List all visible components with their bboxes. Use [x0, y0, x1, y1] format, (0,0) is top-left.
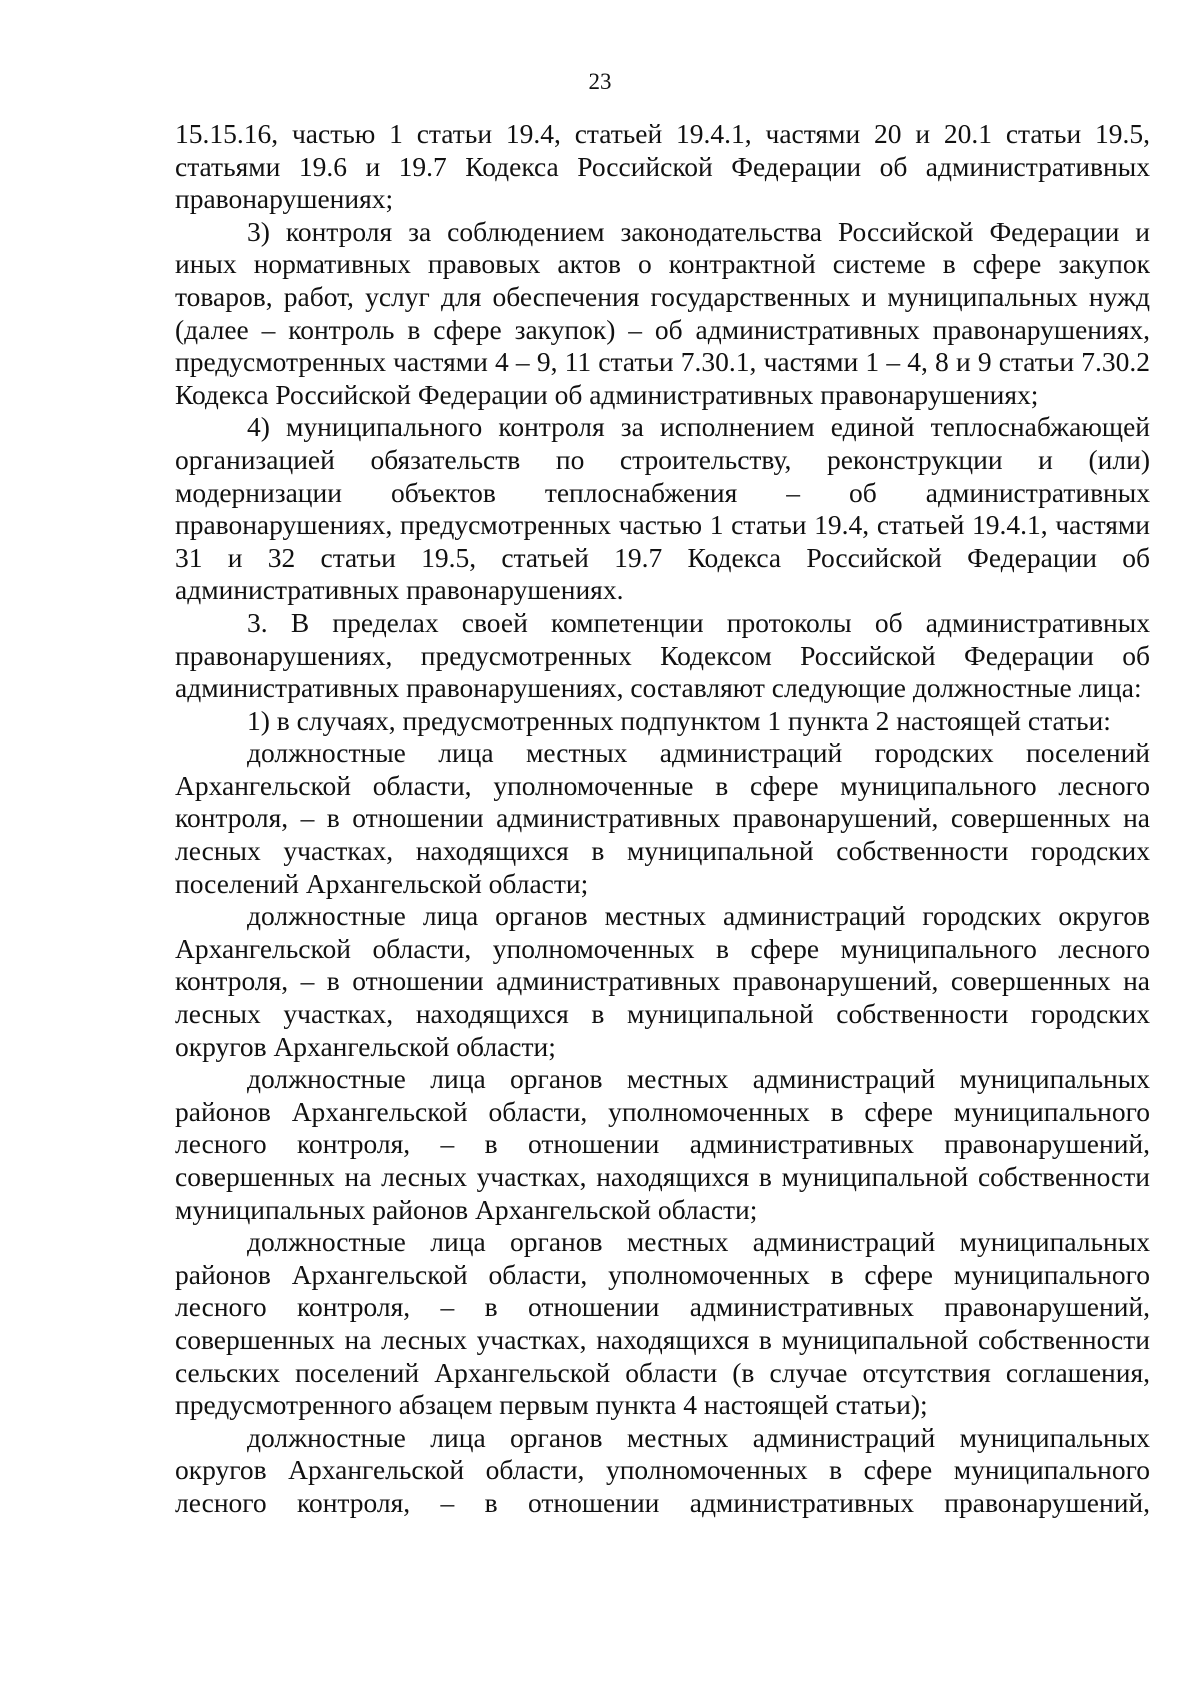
page-number: 23	[588, 69, 612, 94]
paragraph-officials-municipal-districts: должностные лица органов местных администраций муниципальных районов Архангельской области, уполномоченных в сфере муниципального лесного контроля, – в отношении административных правонарушений, совершенных на лесных участках, находящихся в муниципальной собственности муниципальных районов Архангельской области;	[175, 1063, 1150, 1225]
paragraph-section-3: 3. В пределах своей компетенции протоколы об административных правонарушениях, предусмотренных Кодексом Российской Федерации об административных правонарушениях, составляют следующие должностные лица:	[175, 606, 1150, 704]
paragraph-officials-urban-settlements: должностные лица местных администраций городских поселений Архангельской области, уполномоченные в сфере муниципального лесного контроля, – в отношении административных правонарушений, совершенных на лесных участках, находящихся в муниципальной собственности городских поселений Архангельской области;	[175, 737, 1150, 899]
paragraph-continuation: 15.15.16, частью 1 статьи 19.4, статьей 19.4.1, частями 20 и 20.1 статьи 19.5, статьями 19.6 и 19.7 Кодекса Российской Федерации об административных правонарушениях;	[175, 118, 1150, 215]
paragraph-officials-urban-districts: должностные лица органов местных администраций городских округов Архангельской области, уполномоченных в сфере муниципального лесного контроля, – в отношении административных правонарушений, совершенных на лесных участках, находящихся в муниципальной собственности городских округов Архангельской области;	[175, 900, 1150, 1062]
paragraph-item-3: 3) контроля за соблюдением законодательства Российской Федерации и иных нормативных правовых актов о контрактной системе в сфере закупок товаров, работ, услуг для обеспечения государственных и муниципальных нужд (далее – контроль в сфере закупок) – об административных правонарушениях, предусмотренных частями 4 – 9, 11 статьи 7.30.1, частями 1 – 4, 8 и 9 статьи 7.30.2 Кодекса Российской Федерации об административных правонарушениях;	[175, 215, 1150, 410]
paragraph-item-4: 4) муниципального контроля за исполнением единой теплоснабжающей организацией обязательств по строительству, реконструкции и (или) модернизации объектов теплоснабжения – об административных правонарушениях, предусмотренных частью 1 статьи 19.4, статьей 19.4.1, частями 31 и 32 статьи 19.5, статьей 19.7 Кодекса Российской Федерации об административных правонарушениях.	[175, 411, 1150, 606]
paragraph-officials-rural-settlements: должностные лица органов местных администраций муниципальных районов Архангельской области, уполномоченных в сфере муниципального лесного контроля, – в отношении административных правонарушений, совершенных на лесных участках, находящихся в муниципальной собственности сельских поселений Архангельской области (в случае отсутствия соглашения, предусмотренного абзацем первым пункта 4 настоящей статьи);	[175, 1226, 1150, 1421]
paragraph-subitem-1: 1) в случаях, предусмотренных подпунктом 1 пункта 2 настоящей статьи:	[247, 704, 1111, 736]
document-body	[175, 118, 1150, 1520]
paragraph-officials-municipal-okrugs: должностные лица органов местных администраций муниципальных округов Архангельской области, уполномоченных в сфере муниципального лесного контроля, – в отношении административных правонарушений,	[175, 1421, 1150, 1518]
